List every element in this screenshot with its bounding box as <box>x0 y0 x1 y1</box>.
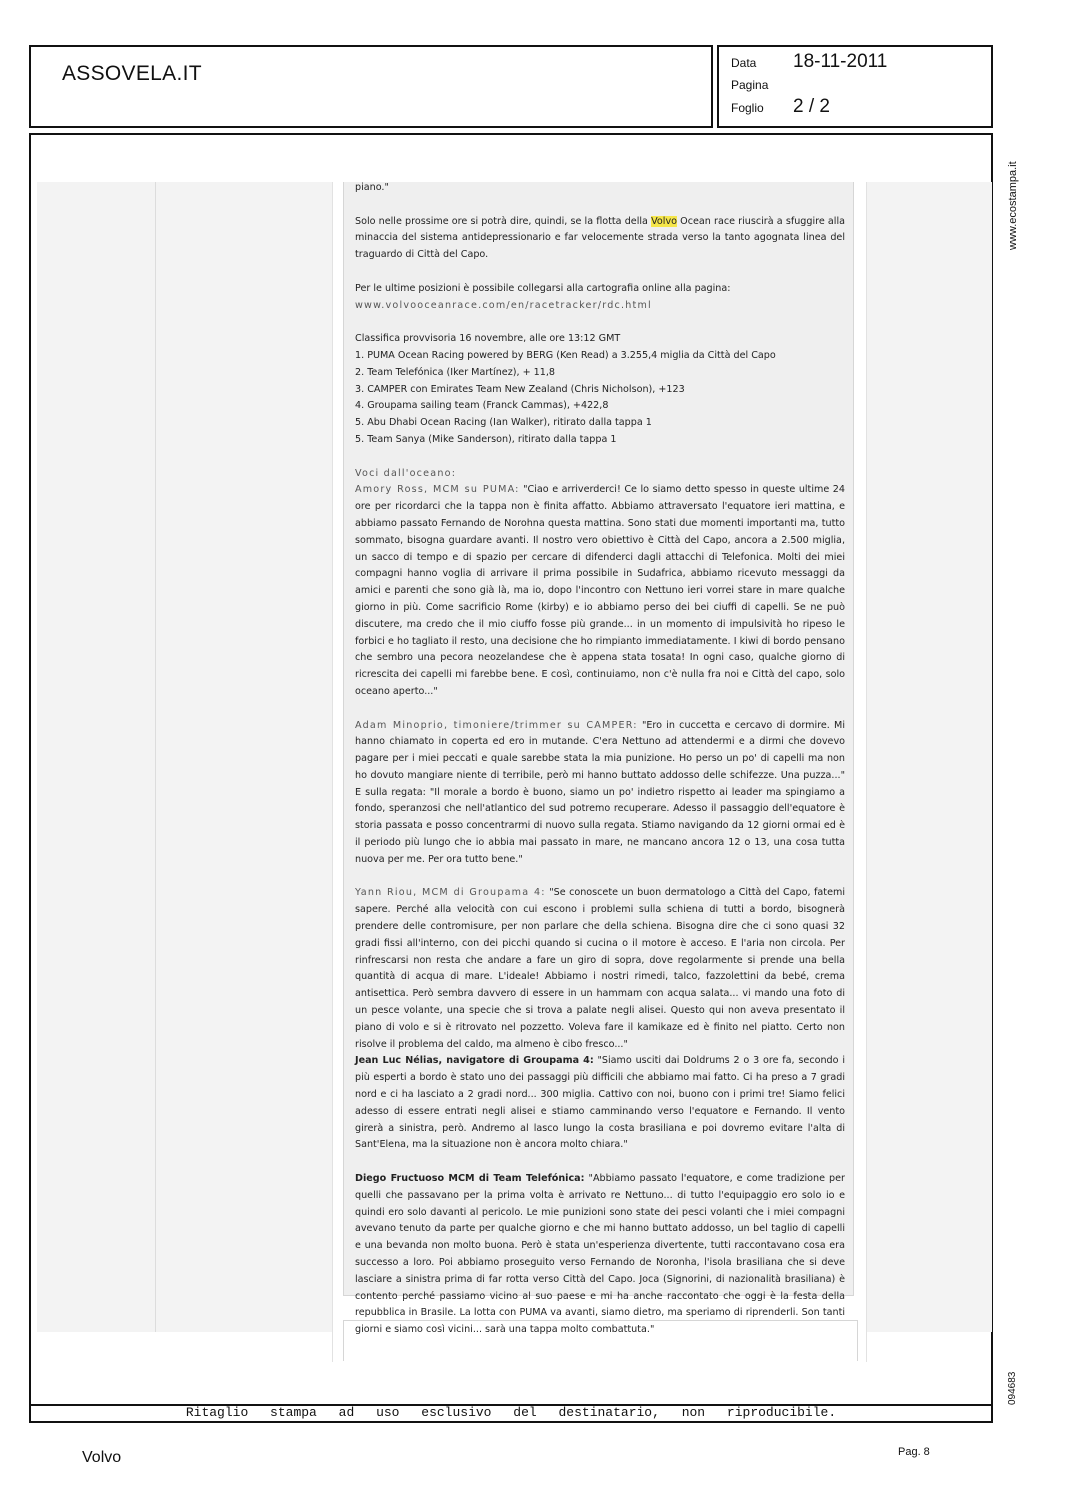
side-url: www.ecostampa.it <box>1007 161 1019 250</box>
racetracker-link[interactable]: www.volvooceanrace.com/en/racetracker/rdc.html <box>355 299 652 311</box>
quote-diego: Diego Fructuoso MCM di Team Telefónica: "Abbiamo passato l'equatore, e come tradizione per quelli che passavano per la prima volta è arrivato re Nettuno... di tutto l'equipaggio ero solo io e quindi ero solo davanti al pericolo. Le mie punizioni sono state dei pesci volanti che i miei compagni avevano tenuto da parte per qualche giorno e che mi hanno buttato addosso, un bel taglio di capelli e una bevanda non molto buona. Però è stata un'esperienza divertente, tutti raccontavano cosa era successo a loro. Poi abbiamo proseguito verso Fernando de Noronha, l'isola brasiliana che si deve lasciare a sinistra prima di far rotta verso Città del Capo. Joca (Signorini, di nazionalità brasiliana) è contento perché passiamo vicino al suo paese e mi ha anche raccontato che oggi è la festa della repubblica in Brasile. La lotta con PUMA va avanti, siamo dietro, ma speriamo di riprenderli. Son tanti giorni e siamo così vicini... sarà una tappa molto combattuta." <box>355 1173 845 1336</box>
standings-row: 3. CAMPER con Emirates Team New Zealand (Chris Nicholson), +123 <box>355 383 685 395</box>
standings-row: 1. PUMA Ocean Racing powered by BERG (Ken Read) a 3.255,4 miglia da Città del Capo <box>355 349 776 361</box>
standings-title: Classifica provvisoria 16 novembre, alle ore 13:12 GMT <box>355 333 621 345</box>
standings-block <box>355 331 845 449</box>
standings-row: 5. Team Sanya (Mike Sanderson), ritirato dalla tappa 1 <box>355 433 617 445</box>
quote-lead: Yann Riou, MCM di Groupama 4: <box>355 887 546 899</box>
quote-jean: Jean Luc Nélias, navigatore di Groupama 4: "Siamo usciti dai Doldrums 2 o 3 ore fa, secondo i più esperti a bordo è stato uno dei passaggi più difficili che abbiamo mai fatto. Ci ha preso a 7 gradi nord e ci ha lasciato a 2 gradi nord... 300 miglia. Cattivo con noi, buono con i primi tre! Siamo felici adesso di essere entrati negli alisei e stiamo camminando verso l'equatore e Fernando. Il vento girerà a sinistra, però. Andremo al lasco lungo la costa brasiliana e poi dovremo evitare l'alta di Sant'Elena, ma la situazione non è ancora molto chiara." <box>355 1055 845 1151</box>
quote-lead: Diego Fructuoso MCM di Team Telefónica: <box>355 1173 585 1185</box>
quote-lead: Adam Minoprio, timoniere/trimmer su CAMPER: <box>355 719 638 731</box>
reproduction-notice: Ritaglio stampa ad uso esclusivo del destinatario, non riproducibile. <box>185 1405 837 1420</box>
highlighted-keyword: Volvo <box>651 215 677 227</box>
paragraph-fleet: Solo nelle prossime ore si potrà dire, quindi, se la flotta della Volvo Ocean race riuscirà a sfuggire alla minaccia del sistema antidepressionario e far velocemente strada verso la tanto agognata linea del traguardo di Città del Capo. <box>355 215 846 261</box>
meta-foglio-row <box>731 96 830 118</box>
voci-title: Voci dall'oceano: <box>355 467 457 479</box>
standings-row: 5. Abu Dhabi Ocean Racing (Ian Walker), ritirato dalla tappa 1 <box>355 417 652 429</box>
side-code: 094683 <box>1007 1371 1018 1405</box>
paragraph-positions: Per le ultime posizioni è possibile collegarsi alla cartografia online alla pagina: www.volvooceanrace.com/en/racetracker/rdc.html <box>355 281 845 315</box>
quote-lead: Jean Luc Nélias, navigatore di Groupama 4: <box>355 1055 594 1067</box>
pagina-label: Pagina <box>731 78 769 92</box>
header-left-box <box>29 45 713 128</box>
quote-lead: Amory Ross, MCM su PUMA: <box>355 484 520 496</box>
foglio-label: Foglio <box>731 101 764 115</box>
publication-name: ASSOVELA.IT <box>62 62 202 85</box>
data-label: Data <box>731 56 757 70</box>
standings-row: 2. Team Telefónica (Iker Martínez), + 11,8 <box>355 366 556 378</box>
data-value: 18-11-2011 <box>793 51 888 72</box>
left-divider <box>155 182 156 1332</box>
quote-yann: Yann Riou, MCM di Groupama 4: "Se conoscete un buon dermatologo a Città del Capo, fatemi sapere. Perché alla velocità con cui escono i problemi sulla schiena di tutti a bordo, bisognerà prendere delle contromisure, per non parlare che della schiena. Bisogna dire che ci sono quasi 32 gradi fissi all'interno, con dei picchi quando si cucina o il motore è acceso. E l'aria non circola. Per rinfrescarsi non resta che andare a fare un giro di sopra, dove regolarmente si prende una bella quantità di acqua di mare. L'ideale! Abbiamo i nostri rimedi, talco, fazzolettini da bebé, crema antisettica. Però sembra davvero di essere in un hammam con acqua salata... vi mando una foto di un pesce volante, una specie che si trova a palate negli alisei. Questo qui non aveva presentato il piano di volo e si è ritrovato nel pozzetto. Voleva fare il kamikaze ed è finito nel piatto. Certo non risolve il problema del caldo, ma almeno è cibo fresco..." <box>355 887 845 1050</box>
keyword-label: Volvo <box>82 1449 122 1466</box>
header-meta-box <box>717 45 993 128</box>
quote-ross: Voci dall'oceano: Amory Ross, MCM su PUMA: "Ciao e arriverderci! Ce lo siamo detto spesso in queste ultime 24 ore per ricordarci che la tappa non è finita affatto. Abbiamo attraversato l'equatore ieri mattina, e abbiamo passato Fernando de Norohna questa mattina. Sono stati due momenti importanti ma, tutto sommato, bisogna guardare avanti. Il nostro vero obiettivo è Città del Capo, ancora a 2.500 miglia, un sacco di tempo e di spazio per cercare di difenderci dagli attacchi di Telefonica. Molti dei miei compagni hanno voglia di arrivare il prima possibile in Sudafrica, abbiamo ricevuto messaggi da amici e parenti che sono già là, ma io, dopo l'incontro con Nettuno ieri vorrei stare in mare qualche giorno in più. Come sacrificio Rome (kirby) e io abbiamo perso dei bei ciuffi di capelli. Se ne può discutere, ma credo che il mio ciuffo fosse più grande... in un momento di impulsività ho ripeso le forbici e ho tagliato il resto, una decisione che ho rimpianto immediatamente. I kiwi di bordo pensano che sembro una pecora neozelandese che è appena stata tosata! In ogni caso, qualche giorno di ricrescita dei capelli mi farebbe bene. E così, continuiamo, non c'è nulla fra noi e Città del capo, solo oceano aperto..." <box>355 467 845 697</box>
foglio-value: 2 / 2 <box>793 96 830 117</box>
meta-pagina-row <box>731 78 793 92</box>
standings-row: 4. Groupama sailing team (Franck Cammas), +422,8 <box>355 400 609 412</box>
article-text <box>355 180 845 1356</box>
quote-adam: Adam Minoprio, timoniere/trimmer su CAMPER: "Ero in cuccetta e cercavo di dormire. Mi hanno chiamato in coperta ed ero in mutande. C'era Nettuno ad attendermi e a dirmi che dovevo pagare per i miei peccati e quale sarebbe stata la mia punizione. Ho perso un po' di capelli ma non ho dovuto mangiare niente di terribile, però mi hanno buttato addosso delle schifezze. Una puzza..." E sulla regata: "Il morale a bordo è buono, siamo un po' indietro rispetto ai leader ma spingiamo a fondo, speranzosi che nell'atlantico del sud potremo recuperare. Adesso il passaggio dell'equatore è storia passata e posso concentrarmi di nuovo sulla regata. Stiamo navigando da 12 giorni ormai ed è il periodo più lungo che io abbia mai passato in mare, ne mancano ancora 12 o 13, una cosa tutta nuova per me. Per ora tutto bene." <box>355 719 845 865</box>
meta-data-row <box>731 51 887 73</box>
paragraph-intro: piano." <box>355 182 389 193</box>
page-number: Pag. 8 <box>898 1446 930 1458</box>
